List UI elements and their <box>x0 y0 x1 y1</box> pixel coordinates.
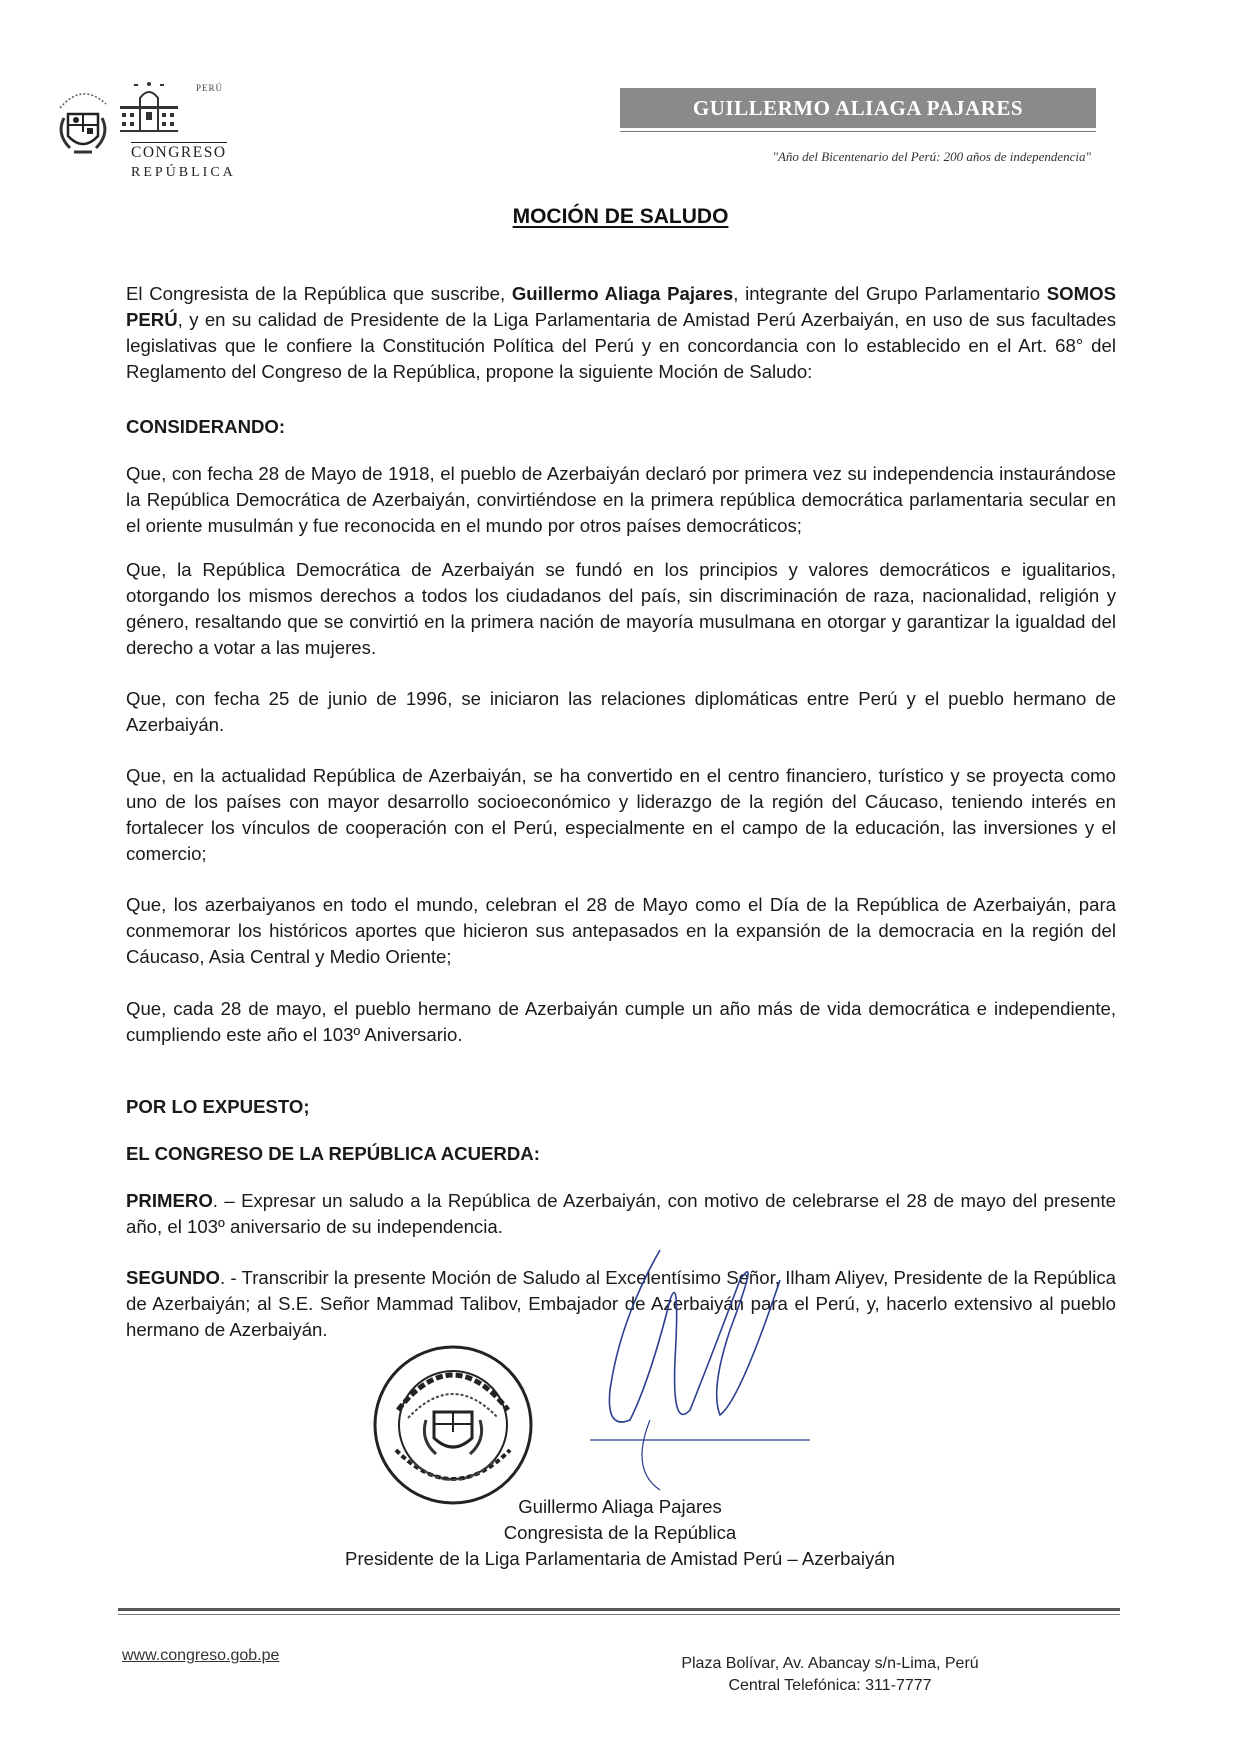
footer-address <box>640 1653 1020 1697</box>
footer-street: Plaza Bolívar, Av. Abancay s/n-Lima, Perú <box>681 1655 979 1672</box>
name-banner: GUILLERMO ALIAGA PAJARES <box>620 88 1096 128</box>
primero-clause <box>126 1188 1116 1240</box>
acuerda-label: EL CONGRESO DE LA REPÚBLICA ACUERDA: <box>126 1143 540 1164</box>
intro-text-2: , integrante del Grupo Parlamentario <box>733 283 1047 304</box>
considerando-label: CONSIDERANDO: <box>126 416 286 437</box>
congressman-name: Guillermo Aliaga Pajares <box>511 283 734 304</box>
acuerda-heading <box>126 1141 1116 1167</box>
paragraph-5 <box>126 892 1116 970</box>
logo-peru-text: PERÚ <box>196 83 224 93</box>
intro-text-1: El Congresista de la República que suscribe, <box>126 283 512 304</box>
por-lo-expuesto-label: POR LO EXPUESTO; <box>126 1096 310 1117</box>
por-lo-expuesto <box>126 1094 1116 1120</box>
paragraph-text: Que, los azerbaiyanos en todo el mundo, celebran el 28 de Mayo como el Día de la República de Azerbaiyán, para conmemorar los históricos aportes que hicieron sus antepasados en la expansión de la democracia en la región del Cáucaso, Asia Central y Medio Oriente; <box>126 894 1116 967</box>
paragraph-text: Que, con fecha 28 de Mayo de 1918, el pueblo de Azerbaiyán declaró por primera vez su independencia instaurándose la República Democrática de Azerbaiyán, convirtiéndose en la primera república democrática parlamentaria secular en el oriente musulmán y fue reconocida en el mundo por otros países democráticos; <box>126 463 1116 536</box>
primero-text: . – Expresar un saludo a la República de Azerbaiyán, con motivo de celebrarse el 28 de mayo del presente año, el 103º aniversario de su independencia. <box>126 1190 1116 1237</box>
document-title: MOCIÓN DE SALUDO <box>512 205 729 228</box>
paragraph-text: Que, la República Democrática de Azerbaiyán se fundó en los principios y valores democráticos e igualitarios, otorgando los mismos derechos a todos los ciudadanos del país, sin discriminación de raza, nacionalidad, religión y género, resaltando que se convirtió en la primera nación de mayoría musulmana en otorgar y garantizar la igualdad del derecho a votar a las mujeres. <box>126 559 1116 658</box>
paragraph-text: Que, con fecha 25 de junio de 1996, se iniciaron las relaciones diplomáticas entre Perú y el pueblo hermano de Azerbaiyán. <box>126 688 1116 735</box>
handwritten-signature-icon <box>580 1240 820 1500</box>
intro-paragraph <box>126 281 1116 385</box>
segundo-label: SEGUNDO <box>126 1267 221 1288</box>
signer-league-role: Presidente de la Liga Parlamentaria de Amistad Perú – Azerbaiyán <box>345 1548 895 1569</box>
party-name: SOMOS PERÚ <box>126 283 1116 330</box>
footer-phone: Central Telefónica: 311-7777 <box>728 1677 932 1694</box>
signer-role: Congresista de la República <box>503 1522 737 1543</box>
signature-block <box>300 1494 940 1572</box>
logo-congreso-text: CONGRESO <box>131 144 227 161</box>
paragraph-4 <box>126 763 1116 867</box>
paragraph-2 <box>126 557 1116 661</box>
banner-divider <box>620 131 1096 132</box>
motto-text: "Año del Bicentenario del Perú: 200 años de independencia" <box>772 149 1091 164</box>
logo-republica-text: REPÚBLICA <box>131 165 236 180</box>
paragraph-1 <box>126 461 1116 539</box>
primero-label: PRIMERO <box>126 1190 213 1211</box>
paragraph-3 <box>126 686 1116 738</box>
signer-name: Guillermo Aliaga Pajares <box>518 1496 722 1517</box>
footer-website-link[interactable]: www.congreso.gob.pe <box>122 1647 280 1664</box>
paragraph-text: Que, cada 28 de mayo, el pueblo hermano de Azerbaiyán cumple un año más de vida democrática e independiente, cumpliendo este año el 103º Aniversario. <box>126 998 1116 1045</box>
intro-text-3: , y en su calidad de Presidente de la Liga Parlamentaria de Amistad Perú Azerbaiyán, en uso de sus facultades legislativas que le confiere la Constitución Política del Perú y en concordancia con lo establecido en el Art. 68° del Reglamento del Congreso de la República, propone la siguiente Moción de Saludo: <box>126 309 1116 382</box>
paragraph-text: Que, en la actualidad República de Azerbaiyán, se ha convertido en el centro financiero, turístico y se proyecta como uno de los países con mayor desarrollo socioeconómico y liderazgo de la región del Cáucaso, teniendo interés en fortalecer los vínculos de cooperación con el Perú, especialmente en el campo de la educación, las inversiones y el comercio; <box>126 765 1116 864</box>
congress-seal-icon <box>368 1340 538 1510</box>
paragraph-6 <box>126 996 1116 1048</box>
considerando-heading <box>126 414 1116 440</box>
segundo-text: . - Transcribir la presente Moción de Saludo al Excelentísimo Señor, Ilham Aliyev, Presidente de la República de Azerbaiyán; al S.E. Señor Mammad Talibov, Embajador de Azerbaiyán para el Perú, y, hacerlo extensivo al pueblo hermano de Azerbaiyán. <box>126 1267 1116 1340</box>
footer-divider <box>118 1608 1120 1611</box>
footer-divider-thin <box>118 1614 1120 1615</box>
